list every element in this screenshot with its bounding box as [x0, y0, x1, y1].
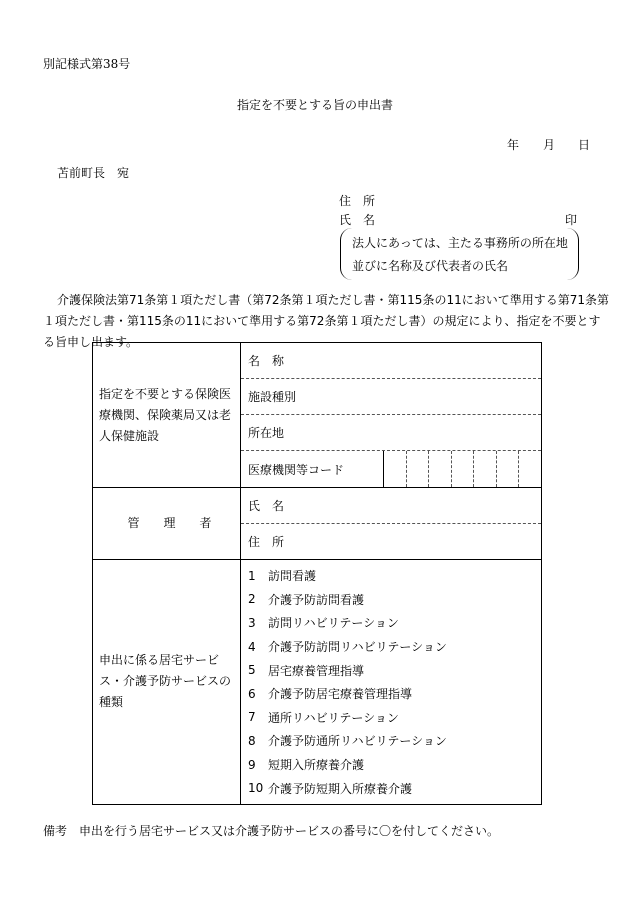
services-list-cell — [241, 560, 542, 805]
service-item[interactable] — [248, 564, 541, 588]
manager-label: 管 理 者 — [127, 516, 212, 530]
manager-label-cell — [93, 488, 241, 560]
manager-fields-cell — [241, 488, 542, 560]
service-number: 10 — [248, 781, 264, 796]
service-number: 9 — [248, 757, 256, 772]
services-list — [241, 560, 541, 804]
facility-type-field[interactable] — [241, 379, 541, 415]
facility-fields-cell — [241, 343, 542, 488]
service-name: 通所リハビリテーション — [268, 710, 399, 725]
code-digit-box[interactable] — [429, 451, 452, 487]
application-form-table — [92, 342, 542, 805]
facility-label-line-3: 人保健施設 — [99, 428, 160, 443]
service-name: 居宅療養管理指導 — [268, 663, 365, 678]
service-item[interactable] — [248, 588, 541, 612]
code-digit-box[interactable] — [519, 451, 541, 487]
service-name: 介護予防訪問看護 — [268, 592, 365, 607]
manager-address-label: 住 所 — [248, 535, 285, 549]
code-digit-box[interactable] — [452, 451, 475, 487]
code-digit-box[interactable] — [384, 451, 407, 487]
facility-label-line-2: 療機関、保険薬局又は老 — [99, 407, 232, 422]
service-name: 訪問リハビリテーション — [268, 616, 399, 631]
service-number: 4 — [248, 639, 256, 654]
service-name: 介護予防訪問リハビリテーション — [268, 640, 447, 655]
facility-name-field[interactable] — [241, 343, 541, 379]
service-number: 5 — [248, 663, 256, 678]
service-item[interactable] — [248, 776, 541, 800]
service-item[interactable] — [248, 706, 541, 730]
service-number: 1 — [248, 568, 256, 583]
addressee: 苫前町長 宛 — [57, 166, 130, 180]
applicant-name-label: 氏 名 — [339, 213, 376, 227]
service-name: 訪問看護 — [268, 569, 317, 584]
body-line-3: る旨申し出ます。 — [43, 335, 139, 349]
code-digit-box[interactable] — [407, 451, 430, 487]
service-number: 2 — [248, 592, 256, 607]
service-item[interactable] — [248, 729, 541, 753]
service-number: 3 — [248, 615, 256, 630]
manager-address-field[interactable] — [241, 524, 541, 559]
date-year: 年 — [507, 138, 520, 152]
corporate-note-line-2: 並びに名称及び代表者の氏名 — [352, 259, 509, 273]
facility-code-row — [241, 451, 541, 487]
manager-name-field[interactable] — [241, 488, 541, 524]
remarks-note: 備考 申出を行う居宅サービス又は介護予防サービスの番号に〇を付してください。 — [43, 824, 500, 838]
service-number: 7 — [248, 710, 256, 725]
service-item[interactable] — [248, 682, 541, 706]
service-item[interactable] — [248, 635, 541, 659]
service-number: 8 — [248, 733, 256, 748]
form-number: 別記様式第38号 — [43, 57, 131, 71]
services-label-line-2: ス・介護予防サービスの — [99, 674, 232, 689]
service-name: 介護予防居宅療養管理指導 — [268, 687, 413, 702]
facility-label-line-1: 指定を不要とする保険医 — [99, 386, 232, 401]
page-title: 指定を不要とする旨の申出書 — [236, 98, 393, 112]
applicant-address-label: 住 所 — [339, 194, 376, 208]
facility-code-label: 医療機関等コード — [241, 451, 384, 487]
services-label-line-1: 申出に係る居宅サービ — [99, 653, 220, 668]
service-name: 短期入所療養介護 — [268, 758, 365, 773]
facility-location-label: 所在地 — [248, 426, 285, 440]
seal-mark: 印 — [565, 213, 578, 227]
corporate-note-line-1: 法人にあっては、主たる事務所の所在地 — [352, 236, 568, 250]
facility-name-label: 名 称 — [248, 354, 285, 368]
date-day: 日 — [578, 138, 591, 152]
service-item[interactable] — [248, 658, 541, 682]
body-line-1: 介護保険法第71条第１項ただし書（第72条第１項ただし書・第115条の11において準用する第71条第 — [57, 293, 609, 307]
code-digit-box[interactable] — [497, 451, 520, 487]
services-label-line-3: 種類 — [99, 695, 124, 710]
service-number: 6 — [248, 686, 256, 701]
facility-location-field[interactable] — [241, 415, 541, 451]
service-name: 介護予防通所リハビリテーション — [268, 734, 447, 749]
facility-label-cell — [93, 343, 241, 488]
service-name: 介護予防短期入所療養介護 — [268, 781, 413, 796]
code-digit-box[interactable] — [474, 451, 497, 487]
facility-type-label: 施設種別 — [248, 390, 297, 404]
services-label-cell — [93, 560, 241, 805]
date-month: 月 — [543, 138, 556, 152]
service-item[interactable] — [248, 753, 541, 777]
service-item[interactable] — [248, 611, 541, 635]
body-line-2: １項ただし書・第115条の11において準用する第72条第１項ただし書）の規定により、指定を不要とす — [43, 314, 601, 328]
manager-name-label: 氏 名 — [248, 499, 285, 513]
